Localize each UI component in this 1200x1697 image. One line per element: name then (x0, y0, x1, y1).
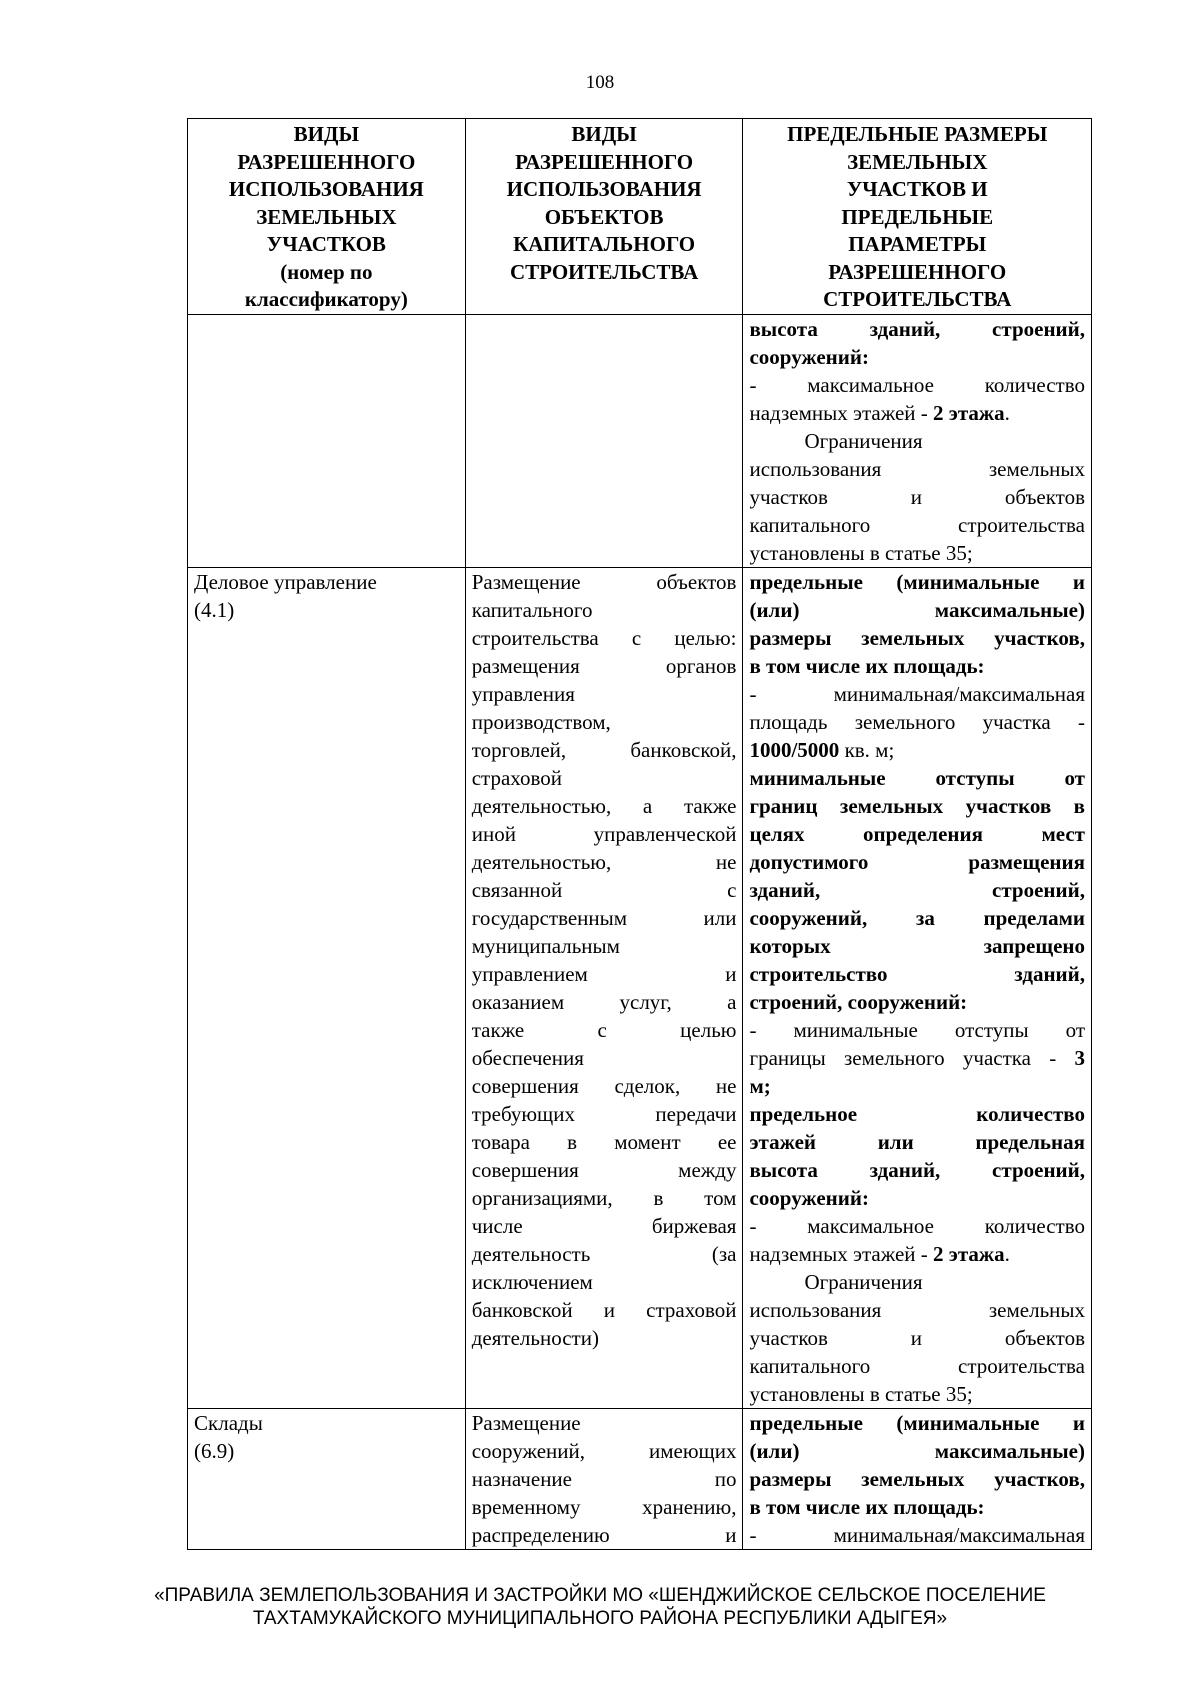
parameters-cell (743, 315, 1092, 568)
cell-line: Ограничения (804, 1270, 923, 1294)
cell-line: исключением (471, 1270, 593, 1294)
footer-line-1: «ПРАВИЛА ЗЕМЛЕПОЛЬЗОВАНИЯ И ЗАСТРОЙКИ МО «ШЕНДЖИЙСКОЕ СЕЛЬСКОЕ ПОСЕЛЕНИЕ (154, 1585, 1046, 1606)
cell-line: (или) максимальные) (749, 598, 1085, 622)
cell-line (749, 736, 1085, 764)
parameters-cell (743, 568, 1092, 1409)
page-number: 108 (585, 72, 615, 93)
cell-line: сооружений: (749, 1186, 869, 1210)
cell-line: - максимальное количество (749, 373, 1085, 397)
header-line: СТРОИТЕЛЬСТВА (509, 259, 699, 284)
cell-line: минимальные отступы от (749, 766, 1085, 790)
cell-line: использования земельных (749, 457, 1085, 481)
cell-line: муниципальным (471, 934, 620, 958)
cell-line: предельные (минимальные и (749, 1411, 1085, 1435)
header-line: ПАРАМЕТРЫ (848, 232, 987, 256)
cell-line: назначение по (471, 1467, 737, 1491)
cell-line: размещения органов (471, 654, 737, 678)
header-line: СТРОИТЕЛЬСТВА (823, 287, 1012, 311)
line-text: надземных этажей - (749, 401, 934, 425)
cell-line: размеры земельных участков, (749, 626, 1085, 650)
cell-line: деятельности) (471, 1326, 599, 1350)
land-use-cell (188, 315, 466, 568)
cell-line: деятельностью, не (471, 850, 737, 874)
cell-line: капитального строительства (749, 513, 1085, 537)
construction-cell (465, 568, 743, 1409)
cell-line: - максимальное количество (749, 1214, 1085, 1238)
cell-line: сооружений: (749, 345, 869, 369)
header-land-use-types (188, 119, 466, 315)
cell-line: м; (749, 1074, 771, 1098)
bold-value: 2 этажа (933, 401, 1005, 425)
cell-line: совершения между (471, 1158, 737, 1182)
cell-line: сооружений, за пределами (749, 906, 1085, 930)
parameters-cell (743, 1409, 1092, 1550)
header-line: ВИДЫ (571, 122, 637, 146)
cell-line: деятельность (за (471, 1242, 737, 1266)
cell-line: установлены в статье 35; (749, 1382, 973, 1406)
header-line: ИСПОЛЬЗОВАНИЯ (506, 177, 702, 201)
cell-line: Склады (194, 1411, 263, 1435)
cell-line: связанной с (471, 878, 737, 902)
cell-line: участков и объектов (749, 1326, 1085, 1350)
header-line: УЧАСТКОВ И (846, 177, 988, 201)
header-line: ЗЕМЕЛЬНЫХ (256, 204, 397, 229)
cell-line: страховой (471, 766, 563, 790)
document-footer (0, 1584, 1200, 1630)
land-use-cell (188, 568, 466, 1409)
cell-line: капитального строительства (749, 1354, 1085, 1378)
cell-line: Ограничения (804, 429, 923, 453)
cell-line (749, 1240, 1085, 1268)
line-text: надземных этажей - (749, 1242, 934, 1266)
cell-line: использования земельных (749, 1298, 1085, 1322)
header-line: УЧАСТКОВ (266, 232, 386, 256)
zoning-table (187, 118, 1092, 1550)
cell-line: обеспечения (471, 1046, 584, 1070)
land-use-cell (188, 1409, 466, 1550)
cell-line: (4.1) (194, 598, 235, 622)
cell-line: сооружений, имеющих (471, 1439, 737, 1463)
cell-line: - минимальная/максимальная (749, 682, 1085, 706)
cell-line: (6.9) (194, 1439, 235, 1463)
cell-line: государственным или (471, 906, 737, 930)
cell-line: в том числе их площадь: (749, 654, 985, 678)
construction-cell (465, 1409, 743, 1550)
cell-line: производством, (471, 710, 611, 734)
cell-line: Размещение объектов (471, 570, 737, 594)
header-line: ОБЪЕКТОВ (544, 204, 664, 229)
header-line: РАЗРЕШЕННОГО (237, 149, 416, 174)
cell-line: установлены в статье 35; (749, 541, 973, 565)
header-line: ПРЕДЕЛЬНЫЕ РАЗМЕРЫ (787, 122, 1048, 146)
cell-line (749, 399, 1085, 427)
construction-cell (465, 315, 743, 568)
cell-line: банковской и страховой (471, 1298, 737, 1322)
bold-value: 2 этажа (933, 1242, 1005, 1266)
cell-line: строительства с целью: (471, 626, 737, 650)
bold-value: 3 (1074, 1046, 1085, 1070)
cell-line: границ земельных участков в (749, 794, 1085, 818)
header-line: РАЗРЕШЕННОГО (828, 259, 1007, 284)
table-header-row (188, 119, 1092, 315)
cell-line: управления (471, 682, 575, 706)
cell-line: - минимальная/максимальная (749, 1523, 1085, 1547)
cell-line: которых запрещено (749, 934, 1085, 958)
cell-line: товара в момент ее (471, 1130, 737, 1154)
table-row (188, 1409, 1092, 1550)
cell-line: также с целью (471, 1018, 737, 1042)
cell-line: - минимальные отступы от (749, 1018, 1085, 1042)
line-tail: кв. м; (839, 738, 895, 762)
cell-line (749, 1044, 1085, 1072)
line-tail: . (1004, 401, 1010, 425)
cell-line: размеры земельных участков, (749, 1467, 1085, 1491)
cell-line: торговлей, банковской, (471, 738, 737, 762)
header-limit-parameters (743, 119, 1092, 315)
cell-line: временному хранению, (471, 1495, 737, 1519)
header-capital-construction-types (465, 119, 743, 315)
cell-line: Деловое управление (194, 570, 377, 594)
cell-line: высота зданий, строений, (749, 1158, 1085, 1182)
cell-line: (или) максимальные) (749, 1439, 1085, 1463)
cell-line: в том числе их площадь: (749, 1495, 985, 1519)
cell-line: управлением и (471, 962, 737, 986)
header-line: классификатору) (244, 287, 408, 311)
footer-line-2: ТАХТАМУКАЙСКОГО МУНИЦИПАЛЬНОГО РАЙОНА РЕСПУБЛИКИ АДЫГЕЯ» (252, 1608, 948, 1629)
header-line: ПРЕДЕЛЬНЫЕ (841, 204, 994, 229)
header-line: ИСПОЛЬЗОВАНИЯ (228, 177, 424, 201)
cell-line: капитального (471, 598, 593, 622)
cell-line: зданий, строений, (749, 878, 1085, 902)
cell-line: совершения сделок, не (471, 1074, 737, 1098)
header-line: РАЗРЕШЕННОГО (515, 149, 694, 174)
cell-line: оказанием услуг, а (471, 990, 737, 1014)
line-tail: . (1004, 1242, 1010, 1266)
line-text: границы земельного участка - (749, 1046, 1075, 1070)
cell-line: этажей или предельная (749, 1130, 1085, 1154)
cell-line: строений, сооружений: (749, 990, 968, 1014)
cell-line: высота зданий, строений, (749, 317, 1085, 341)
header-line: (номер по (280, 259, 373, 284)
cell-line: иной управленческой (471, 822, 737, 846)
header-line: КАПИТАЛЬНОГО (513, 232, 696, 256)
bold-value: 1000/5000 (749, 738, 840, 762)
cell-line: распределению и (471, 1523, 737, 1547)
cell-line: деятельностью, а также (471, 794, 737, 818)
cell-line: Размещение (471, 1411, 581, 1435)
header-line: ВИДЫ (293, 122, 360, 146)
table-row (188, 315, 1092, 568)
cell-line: площадь земельного участка - (749, 710, 1085, 734)
cell-line: участков и объектов (749, 485, 1085, 509)
cell-line: предельные (минимальные и (749, 570, 1085, 594)
cell-line: строительство зданий, (749, 962, 1085, 986)
cell-line: предельное количество (749, 1102, 1085, 1126)
cell-line: требующих передачи (471, 1102, 737, 1126)
cell-line: числе биржевая (471, 1214, 737, 1238)
cell-line: целях определения мест (749, 822, 1085, 846)
cell-line: допустимого размещения (749, 850, 1085, 874)
table-row (188, 568, 1092, 1409)
header-line: ЗЕМЕЛЬНЫХ (847, 149, 988, 174)
cell-line: организациями, в том (471, 1186, 737, 1210)
